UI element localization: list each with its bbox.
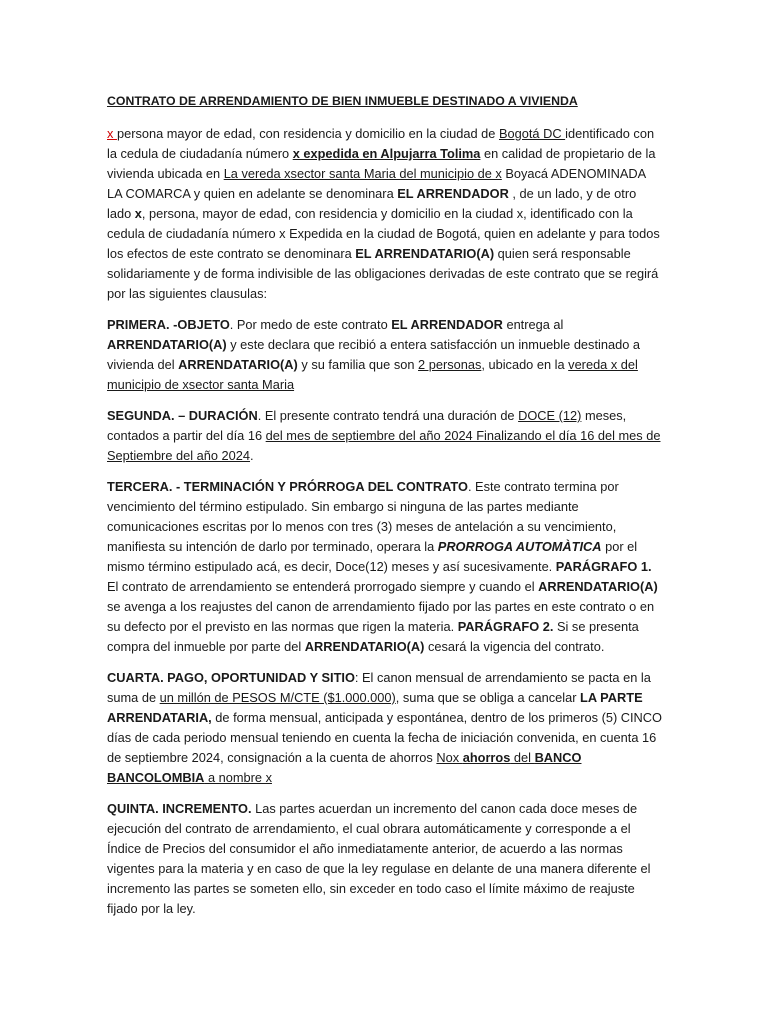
clause-heading: SEGUNDA. – DURACIÓN (107, 408, 258, 423)
arrendador-term: EL ARRENDADOR (391, 317, 503, 332)
arrendatario-term: ARRENDATARIO(A) (538, 579, 658, 594)
text-run: Si se presenta compra del inmueble por parte del (107, 619, 639, 654)
paragraph-label: PARÁGRAFO 1. (555, 559, 652, 574)
clause-segunda (107, 406, 662, 466)
text-run: se avenga a los reajustes del canon de arrendamiento fijado por las partes en este contrato o en su defecto por el previsto en las normas que rigen la materia. (107, 599, 655, 634)
owner-name-placeholder: x (107, 126, 117, 141)
text-run: El contrato de arrendamiento se entenderá prorrogado siempre y cuando el (107, 579, 539, 594)
account-type-ref: ahorros (462, 750, 511, 765)
family-size-ref: 2 personas (418, 357, 482, 372)
text-run: , de un lado, y de otro lado (107, 186, 637, 221)
arrendador-term: EL ARRENDADOR (397, 186, 509, 201)
text-run: . Este contrato termina por vencimiento del término estipulado. Sin embargo si ninguna de las partes mediante comunicaciones escritas por lo menos con tres (3) meses de antelación a su vencimiento, manifiesta su intención de darlo por terminado, operara la (107, 479, 619, 554)
clause-cuarta (107, 668, 662, 788)
clause-heading: TERCERA. - TERMINACIÓN Y PRÓRROGA DEL CONTRATO (107, 479, 468, 494)
text-run: . El presente contrato tendrá una duración de (257, 408, 519, 423)
document-title: CONTRATO DE ARRENDAMIENTO DE BIEN INMUEBLE DESTINADO A VIVIENDA (107, 94, 578, 108)
text-run: en calidad de propietario de la vivienda ubicada en (107, 146, 656, 181)
clause-quinta (107, 799, 662, 919)
paragraph-label: PARÁGRAFO 2. (457, 619, 554, 634)
text-run: del (510, 750, 535, 765)
clause-primera (107, 315, 662, 395)
arrendatario-term: EL ARRENDATARIO(A) (355, 246, 495, 261)
text-run: . Por medo de este contrato (229, 317, 392, 332)
text-run: entrega al (502, 317, 564, 332)
city-ref: Bogotá DC (498, 126, 566, 141)
text-run: por el mismo término estipulado acá, es decir, Doce(12) meses y así sucesivamente. (107, 539, 638, 574)
clause-heading: PRIMERA. -OBJETO (107, 317, 230, 332)
text-run: , persona, mayor de edad, con residencia y domicilio en la ciudad x, identificado con la cedula de ciudadanía número x Expedida en la ciudad de Bogotá, quien en adelante y para todos los efectos de este contrato se denominara (107, 206, 660, 261)
text-run: : El canon mensual de arrendamiento se pacta en la suma de (107, 670, 651, 705)
account-ref: Nox (436, 750, 463, 765)
arrendatario-term: ARRENDATARIO(A) (107, 337, 227, 352)
text-run: Las partes acuerdan un incremento del canon cada doce meses de ejecución del contrato de arrendamiento, el cual obrara automáticamente y corresponde a el Índice de Precios del consumidor el año inmediatamente anterior, de acuerdo a las normas vigentes para la materia y en caso de que la ley regulase en delante de una manera diferente el incremento las partes se someten ello, sin exceder en todo caso el límite máximo de reajuste fijado por la ley. (107, 801, 651, 916)
arrendatario-term: ARRENDATARIO(A) (178, 357, 298, 372)
property-location-ref: vereda x del municipio de xsector santa Maria (107, 357, 638, 392)
tenant-party-term: LA PARTE ARRENDATARIA, (107, 690, 643, 725)
text-run: Boyacá ADENOMINADA LA COMARCA y quien en adelante se denominara (107, 166, 646, 201)
clause-heading: CUARTA. PAGO, OPORTUNIDAD Y SITIO (107, 670, 355, 685)
clause-heading: QUINTA. INCREMENTO. (107, 801, 252, 816)
text-run: cesará la vigencia del contrato. (424, 639, 605, 654)
owner-id-ref: x expedida en Alpujarra Tolima (292, 146, 481, 161)
tenant-name-placeholder: x (134, 206, 142, 221)
text-run: . (250, 448, 254, 463)
date-range-ref: del mes de septiembre del año 2024 Finalizando el día 16 del mes de Septiembre del año 2024 (107, 428, 661, 463)
duration-ref: DOCE (12) (518, 408, 582, 423)
text-run: de forma mensual, anticipada y espontánea, dentro de los primeros (5) CINCO días de cada periodo mensual teniendo en cuenta la fecha de iniciación convenida, en cuenta 16 de septiembre 2024, consignación a la cuenta de ahorros (107, 710, 662, 765)
account-holder-ref: a nombre x (204, 770, 272, 785)
bank-name-ref: BANCO BANCOLOMBIA (107, 750, 582, 785)
text-run: y su familia que son (297, 357, 419, 372)
prorroga-term: PRORROGA AUTOMÀTICA (437, 539, 602, 554)
clause-tercera (107, 477, 662, 657)
text-run: y este declara que recibió a entera satisfacción un inmueble destinado a vivienda del (107, 337, 640, 372)
property-location-ref: La vereda xsector santa Maria del municipio de x (223, 166, 502, 181)
text-run: , ubicado en la (481, 357, 569, 372)
arrendatario-term: ARRENDATARIO(A) (304, 639, 425, 654)
text-run: persona mayor de edad, con residencia y domicilio en la ciudad de (116, 126, 499, 141)
text-run: meses, contados a partir del día 16 (107, 408, 627, 443)
rent-amount-ref: un millón de PESOS M/CTE ($1.000.000) (159, 690, 396, 705)
text-run: quien será responsable solidariamente y de forma indivisible de las obligaciones derivadas de este contrato que se regirá por las siguientes clausulas: (107, 246, 659, 301)
text-run: identificado con la cedula de ciudadanía número (107, 126, 655, 161)
text-run: , suma que se obliga a cancelar (395, 690, 581, 705)
intro-paragraph (107, 124, 662, 304)
